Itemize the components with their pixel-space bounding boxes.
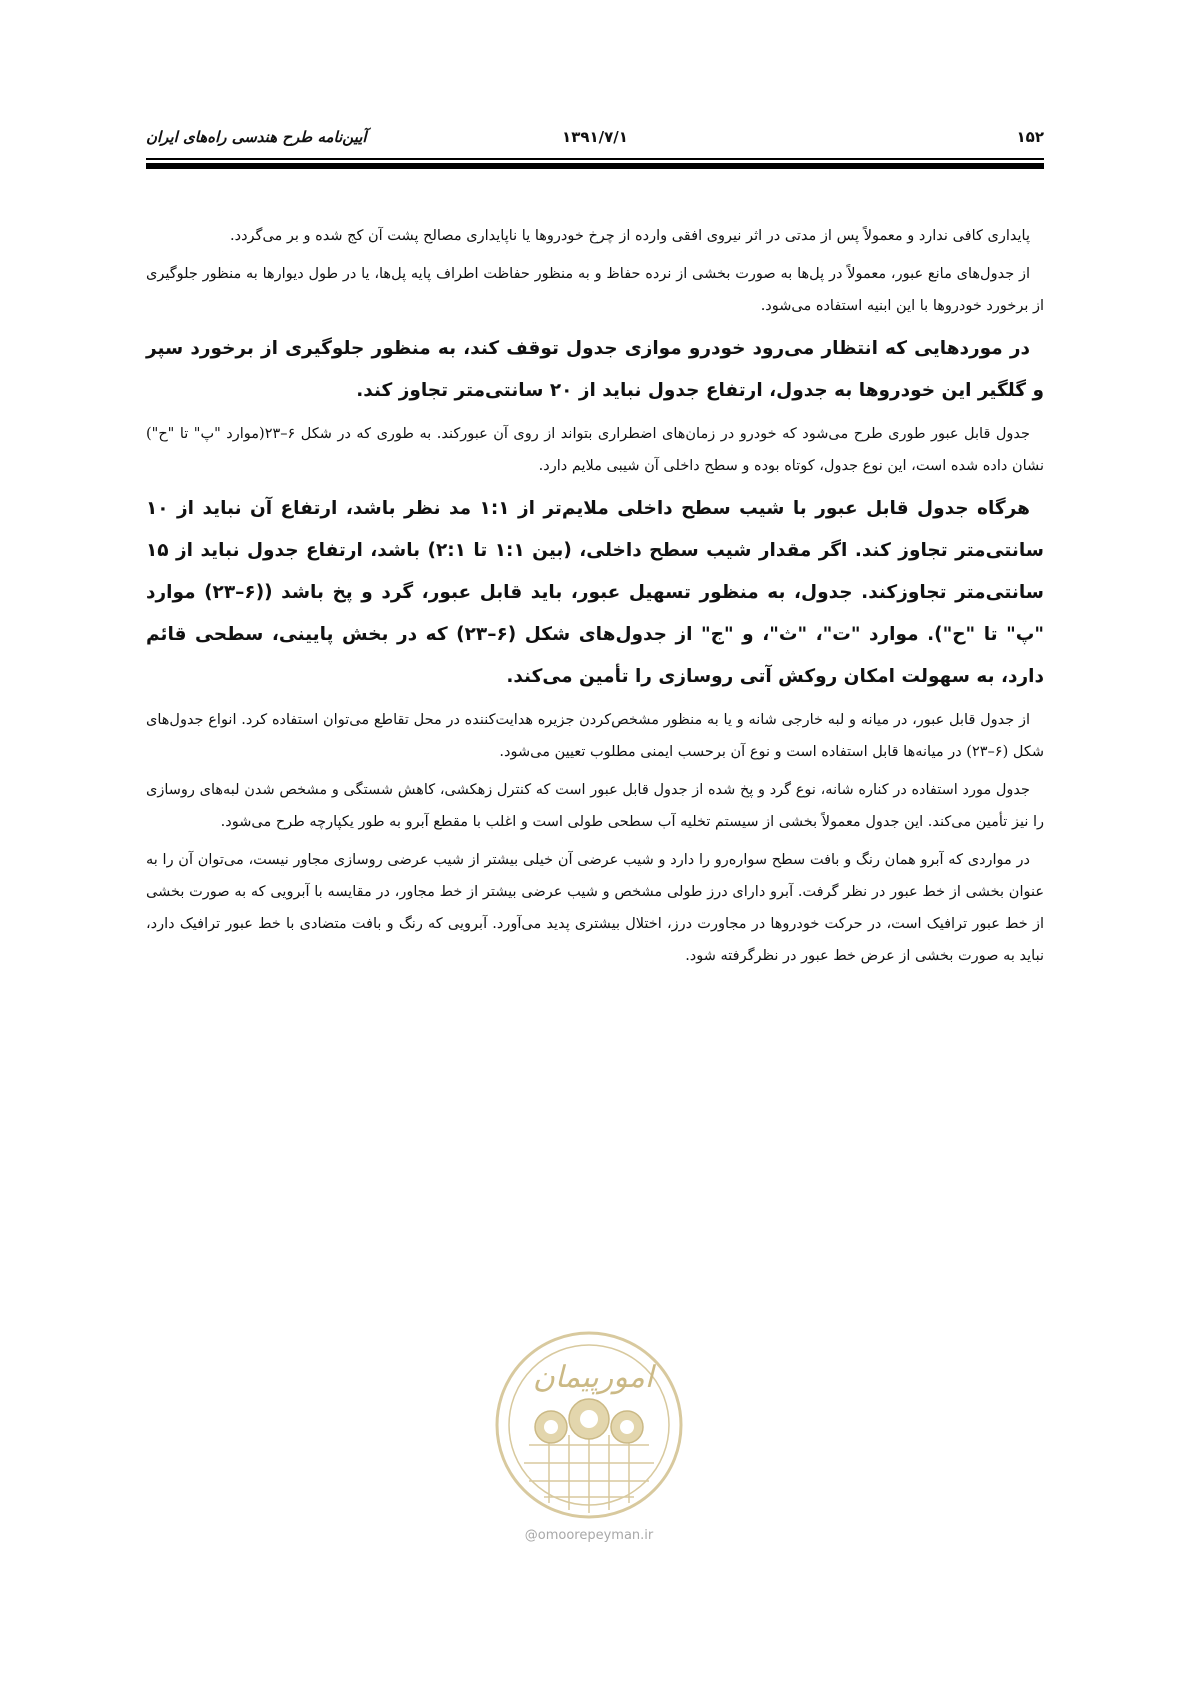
paragraph-1: پایداری کافی ندارد و معمولاً پس از مدتی در اثر نیروی افقی وارده از چرخ خودروها یا ناپایداری مصالح پشت آن کج شده و بر می‌گردد. bbox=[230, 228, 1030, 244]
page-number: ۱۵۲ bbox=[1016, 128, 1044, 146]
header-divider-thick bbox=[146, 163, 1044, 169]
paragraph-4: جدول قابل عبور طوری طرح می‌شود که خودرو در زمان‌های اضطراری بتواند از روی آن عبورکند. به طوری که در شکل ۶–۲۳(موارد "پ" تا "ح") نشان داده شده است، این نوع جدول، کوتاه بوده و سطح داخلی آن شیبی ملایم دارد. bbox=[146, 426, 1044, 474]
watermark-logo-graphic bbox=[489, 1325, 689, 1525]
paragraph-8: در مواردی که آبرو همان رنگ و بافت سطح سواره‌رو را دارد و شیب عرضی آن خیلی بیشتر از شیب عرضی روسازی مجاور نیست، می‌توان آن را به عنوان بخشی از خط عبور در نظر گرفت. آبرو دارای درز طولی مشخص و شیب عرضی بیشتر از خط مجاور، در مقایسه با آبرویی که به صورت بخشی از خط عبور ترافیک است، در حرکت خودروها در مجاورت درز، اختلال بیشتری پدید می‌آورد. آبرویی که رنگ و بافت متضادی با خط عبور ترافیک دارد، نباید به صورت بخشی از عرض خط عبور در نظرگرفته شود. bbox=[146, 852, 1044, 964]
watermark-logo-text: امورپیمان bbox=[532, 1360, 654, 1395]
book-title: آیین‌نامه طرح هندسی راه‌های ایران bbox=[146, 128, 367, 146]
paragraph-5-emphasis: هرگاه جدول قابل عبور با شیب سطح داخلی ملایم‌تر از ۱:۱ مد نظر باشد، ارتفاع آن نباید از ۱۰ سانتی‌متر تجاوز کند. اگر مقدار شیب سطح داخلی، (بین ۱:۱ تا ۲:۱) باشد، ارتفاع جدول نباید از ۱۵ سانتی‌متر تجاوزکند. جدول، به منظور تسهیل عبور، باید قابل عبور، گرد و پخ باشد ((۶–۲۳) موارد "پ" تا "ح"). موارد "ت"، "ث"، و "ج" از جدول‌های شکل (۶–۲۳) که در بخش پایینی، سطحی قائم دارد، به سهولت امکان روکش آتی روسازی را تأمین می‌کند. bbox=[146, 498, 1044, 687]
paragraph-2: از جدول‌های مانع عبور، معمولاً در پل‌ها به صورت بخشی از نرده حفاظ و به منظور حفاظت اطراف پایه پل‌ها، یا در طول دیوارها به منظور جلوگیری از برخورد خودروها با این ابنیه استفاده می‌شود. bbox=[146, 266, 1044, 314]
watermark-website: @omoorepeyman.ir bbox=[524, 1528, 654, 1543]
header-divider-thin bbox=[146, 158, 1044, 160]
paragraph-3-emphasis: در موردهایی که انتظار می‌رود خودرو موازی جدول توقف کند، به منظور جلوگیری از برخورد سپر و گلگیر این خودروها به جدول، ارتفاع جدول نباید از ۲۰ سانتی‌متر تجاوز کند. bbox=[146, 338, 1044, 401]
watermark-logo bbox=[489, 1325, 689, 1525]
page-header bbox=[146, 128, 1044, 154]
main-content bbox=[146, 220, 1044, 978]
paragraph-7: جدول مورد استفاده در کناره شانه، نوع گرد و پخ شده از جدول قابل عبور است که کنترل زهکشی، کاهش شستگی و مشخص شدن لبه‌های روسازی را نیز تأمین می‌کند. این جدول معمولاً بخشی از سیستم تخلیه آب سطحی طولی است و اغلب با مقطع آبرو به طور یکپارچه طرح می‌شود. bbox=[146, 782, 1044, 830]
paragraph-6: از جدول قابل عبور، در میانه و لبه خارجی شانه و یا به منظور مشخص‌کردن جزیره هدایت‌کننده در محل تقاطع می‌توان استفاده کرد. انواع جدول‌های شکل (۶–۲۳) در میانه‌ها قابل استفاده است و نوع آن برحسب ایمنی مطلوب تعیین می‌شود. bbox=[146, 712, 1044, 760]
header-date: ۱۳۹۱/۷/۱ bbox=[562, 128, 628, 146]
